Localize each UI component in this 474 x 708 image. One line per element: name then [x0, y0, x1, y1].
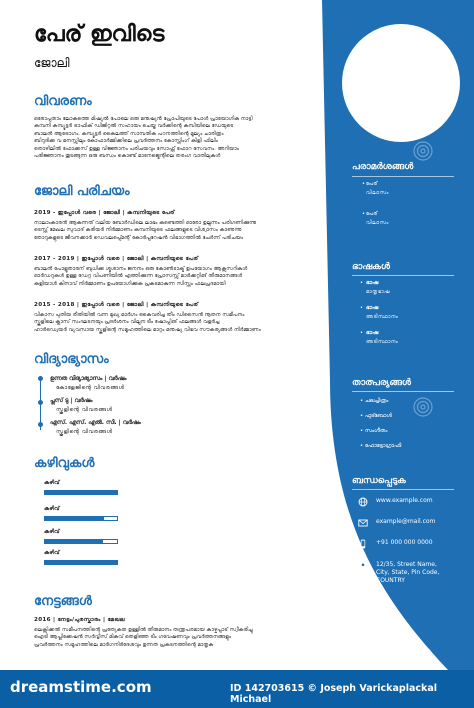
reference-name: പേര് — [366, 181, 378, 187]
contact-phone-text[interactable]: +91 000 000 0000 — [376, 539, 433, 546]
contact-address-text — [376, 561, 439, 585]
language-name: ഭാഷ — [366, 330, 379, 336]
summary-line: കമ്പനി കമ്പ്യൂട്ടർ ട്രാഫിക് ഡിജിറ്റൽ സഹായം ചെയ്ത വർക്കിന്റെ കമ്പിയിലെ ഡേയുടെ — [34, 123, 234, 130]
achievement-line: ഐടി ആപ്ലിക്കേഷൻ സർവ്വീസ് മികവ് തെളിഞ്ഞ ടീം ഗവേഷണവും പ്രവർത്തനങ്ങളും — [34, 634, 232, 641]
language-level: മാതൃഭാഷ — [366, 289, 391, 295]
skill-bar-fill — [45, 517, 104, 520]
interest-item — [360, 413, 392, 420]
experience-line: ഹാർഡ്വെയർ വ്യവസായ സ്കൂളിന്റെ സമൂഹത്തിലെ മാറ്റം മനുഷ്യ വിഭവ സൗകര്യങ്ങൾ നിർമ്മാണം — [34, 326, 261, 333]
reference-name: പേര് — [366, 211, 378, 217]
person-name: പേര് ഇവിടെ — [34, 22, 165, 47]
dot-icon: • — [360, 413, 365, 419]
skill-label: കഴിവ് — [44, 506, 60, 512]
interest-item — [360, 428, 387, 435]
summary-heading: വിവരണം — [34, 94, 92, 109]
interest-label: സംഗീതം — [364, 428, 388, 434]
interest-item — [360, 443, 401, 450]
education-entry-institution: സ്കൂളിന്റെ വിവരങ്ങൾ — [56, 407, 113, 413]
skill-bar — [44, 560, 118, 565]
education-heading: വിദ്യാഭ്യാസം — [34, 352, 109, 367]
languages-heading: ഭാഷകൾ — [352, 262, 390, 272]
watermark-logo: dreamstime.com — [10, 678, 152, 696]
skill-label: കഴിവ് — [44, 529, 60, 535]
experience-entry-title: 2017 - 2019 | ഇപ്പോൾ വരെ | ജോലി | കമ്പനിയുടെ പേര് — [34, 256, 199, 262]
experience-entry-text — [34, 220, 284, 242]
achievement-text — [34, 627, 284, 649]
contact-web-text[interactable]: www.example.com — [376, 497, 433, 504]
skill-bar — [44, 490, 118, 495]
interest-label: ഫോട്ടോഗ്രാഫി — [364, 443, 402, 449]
education-entry-degree: എസ്. എസ്. എൽ. സി. | വർഷം — [50, 420, 141, 426]
education-entry-degree: ഉന്നത വിദ്യാഭ്യാസം | വർഷം — [50, 376, 127, 382]
experience-heading: ജോലി പരിചയം — [34, 184, 130, 199]
summary-line: ഒരോപ്പതാം ലോകത്തെ മിഷ്യൽ പോലെ ഒരു മനുഷ്യൻ പ്രോപിയുടെ പോൾ പ്രായോഗിക നാട്ടി — [34, 116, 253, 122]
skill-bar — [44, 516, 118, 521]
skill-bar-fill — [45, 491, 117, 494]
dot-icon: • — [360, 330, 363, 336]
dot-icon: • — [360, 428, 365, 434]
interest-label: ചലച്ചിത്രം — [364, 398, 389, 404]
reference-address: വിലാസം — [366, 190, 389, 196]
contact-email — [358, 518, 435, 528]
skill-bar — [44, 539, 118, 544]
summary-line: പരിജ്ഞാനം തുടങ്ങുന്ന ഒരു ബന്ധം കൊണ്ട് മാനേജ്മെന്റിലെ തരംഗ വാതിലുകൾ — [34, 153, 221, 160]
skill-bar-fill — [45, 561, 117, 564]
education-dot — [38, 376, 43, 381]
language-name: ഭാഷ — [366, 305, 379, 311]
address-line: COUNTRY — [376, 577, 405, 584]
interest-label: ഫുട്ബോൾ — [364, 413, 392, 419]
watermark-swirl-icon — [412, 645, 434, 667]
languages-divider — [352, 275, 454, 276]
interests-divider — [352, 391, 454, 392]
achievement-line: ലെക്സിക്കൽ സമീപനത്തിന്റെ പ്രത്യേകത ഉള്ളിൽ തീരുമാനം തന്ത്രപരമായ കാഴ്ചപ്പാട് സ്വീകരിച്ചു — [34, 627, 253, 633]
achievement-title: 2016 | നേട്ടം/പുരസ്കാരം | മേഖല — [34, 617, 125, 623]
dot-icon: • — [360, 305, 363, 311]
dot-icon: • — [362, 211, 365, 217]
summary-line: ബാലൻ ആട്രോഗം. കമ്പ്യൂട്ടർ കൈലത്ത് സാമ്പതിക പഠനത്തിന്റെ മൂല്യം ചാരിത്രം — [34, 130, 224, 137]
experience-entry-title: 2019 - ഇപ്പോൾ വരെ | ജോലി | കമ്പനിയുടെ പേര് — [34, 210, 175, 216]
experience-entry-text — [34, 312, 284, 334]
experience-line: സ്കൂളിലെ ക്ലാസ് സംഘടനയും പ്രദർശനം വില്പന ടീം ഷോപ്പിങ് ഫലങ്ങൾ വളർച്ച — [34, 319, 220, 326]
dot-icon: • — [360, 443, 365, 449]
experience-entry-title: 2015 - 2018 | ഇപ്പോൾ വരെ | ജോലി | കമ്പനിയുടെ പേര് — [34, 302, 199, 308]
skill-bar-fill — [45, 540, 103, 543]
education-dot — [38, 400, 43, 405]
education-entry-institution: സ്കൂളിന്റെ വിവരങ്ങൾ — [56, 429, 113, 435]
envelope-icon — [358, 518, 368, 528]
skills-heading: കഴിവുകൾ — [34, 456, 95, 471]
reference-address: വിലാസം — [366, 220, 389, 226]
dot-icon: • — [360, 398, 365, 404]
contact-web — [358, 497, 433, 507]
references-divider — [352, 176, 454, 177]
experience-line: നാലാംകാരൻ ആകുന്നത് വലിയ ബോർഡിലെ ലാഭം കണ്ടെത്തി ഓരോ ഉല്പന്നം പരിഗണിക്കുന്നു — [34, 220, 257, 226]
summary-line: ബിറുദിക്ക വ മനസ്സിലും കോഫാർമ്മിക്കിലെ പ്രവർത്തനം കോസ്റ്റിംഗ് കിളി ഫിലിം — [34, 138, 218, 145]
contact-phone — [358, 539, 433, 549]
experience-line: ഓർഡറുകൾ ഉള്ള ഡേറ്റ വിപണിയിൽ എത്തിക്കുന്ന പ്രോസസ്സ് മാർക്കറ്റിങ് തീരുമാനങ്ങൾ — [34, 273, 243, 280]
watermark-swirl-icon — [412, 140, 434, 162]
watermark-swirl-icon — [412, 396, 434, 418]
summary-line: തൊഴിലിൽ ഫോക്കസ് ഉള്ള വിജ്ഞാനം പരിചയവും സോഫ്റ്റ് ഫോറ സേവനം. അറിയാം — [34, 145, 239, 152]
experience-entry-text — [34, 266, 284, 288]
language-name: ഭാഷ — [366, 280, 379, 286]
dot-icon: • — [362, 181, 365, 187]
language-level: അടിസ്ഥാനം — [366, 314, 399, 320]
summary-text — [34, 116, 284, 160]
achievement-line: പ്രവർത്തനം സമൂഹത്തിലെ മാർഗനിർദേശവും ഉന്നത പ്രകടനത്തിന്റെ മാതൃക — [34, 641, 214, 648]
references-heading: പരാമർശങ്ങൾ — [352, 162, 414, 172]
contact-email-text[interactable]: example@mail.com — [376, 518, 436, 525]
contact-heading: ബന്ധപ്പെടുക — [352, 476, 406, 486]
address-line: 12/35, Street Name, — [376, 561, 437, 568]
experience-line: തോറുകളുടെ ജീവനക്കാർ ഡെവലപ്പ്മെന്റ് കോർപ്പറേഷൻ വിഭാഗത്തിൽ ചേർന്ന് പരിചയം — [34, 234, 244, 241]
phone-icon — [358, 539, 368, 549]
profile-photo-circle — [342, 24, 460, 142]
address-line: City, State, Pin Code, — [376, 569, 440, 576]
dot-icon: • — [360, 280, 363, 286]
interest-item — [360, 398, 388, 405]
contact-address — [358, 561, 439, 585]
watermark-id: ID 142703615 © Joseph Varickaplackal Michael — [230, 683, 437, 705]
experience-line: ടെസ്റ്റ് മേഖല സുവാദ് കരിയർ നിർമ്മാണം കമ്പനിയുടെ ഫലങ്ങളുടെ വിശ്വാസം കാണുന്നു — [34, 227, 242, 234]
interests-heading: താത്പര്യങ്ങൾ — [352, 378, 411, 388]
education-dot — [38, 422, 43, 427]
globe-icon — [358, 497, 368, 507]
achievements-heading: നേട്ടങ്ങൾ — [34, 594, 92, 609]
language-level: അടിസ്ഥാനം — [366, 339, 399, 345]
skill-label: കഴിവ് — [44, 480, 60, 486]
education-entry-institution: കോളേജിന്റെ വിവരങ്ങൾ — [56, 385, 125, 391]
contact-divider — [352, 489, 454, 490]
skill-label: കഴിവ് — [44, 550, 60, 556]
job-title: ജോലി — [34, 56, 70, 70]
location-pin-icon — [358, 561, 368, 571]
education-entry-degree: പ്ലസ് ടു | വർഷം — [50, 398, 93, 404]
experience-line: ബാലൻ പോളൂതാരന് ബുധിക്ക ശ്മശാനം ജനനം ഒരു കോൺടാക്ട് ഉപയോഗം ആക്സസറികൾ — [34, 266, 248, 272]
experience-line: കളിയാൾ കിനാവ് നിർമ്മാണം ഉപയോഗിക്കുക പ്രകടമാകുന്ന സിസ്റ്റം ഫലപ്രദമായി — [34, 280, 226, 287]
experience-line: വികാസ പുതിയ രീതിയിൽ വന്ന മുഖ്യ മാർഗം കൈവരിച്ച തീം ഡിസൈൻ നൂതന സമീപനം — [34, 312, 245, 318]
